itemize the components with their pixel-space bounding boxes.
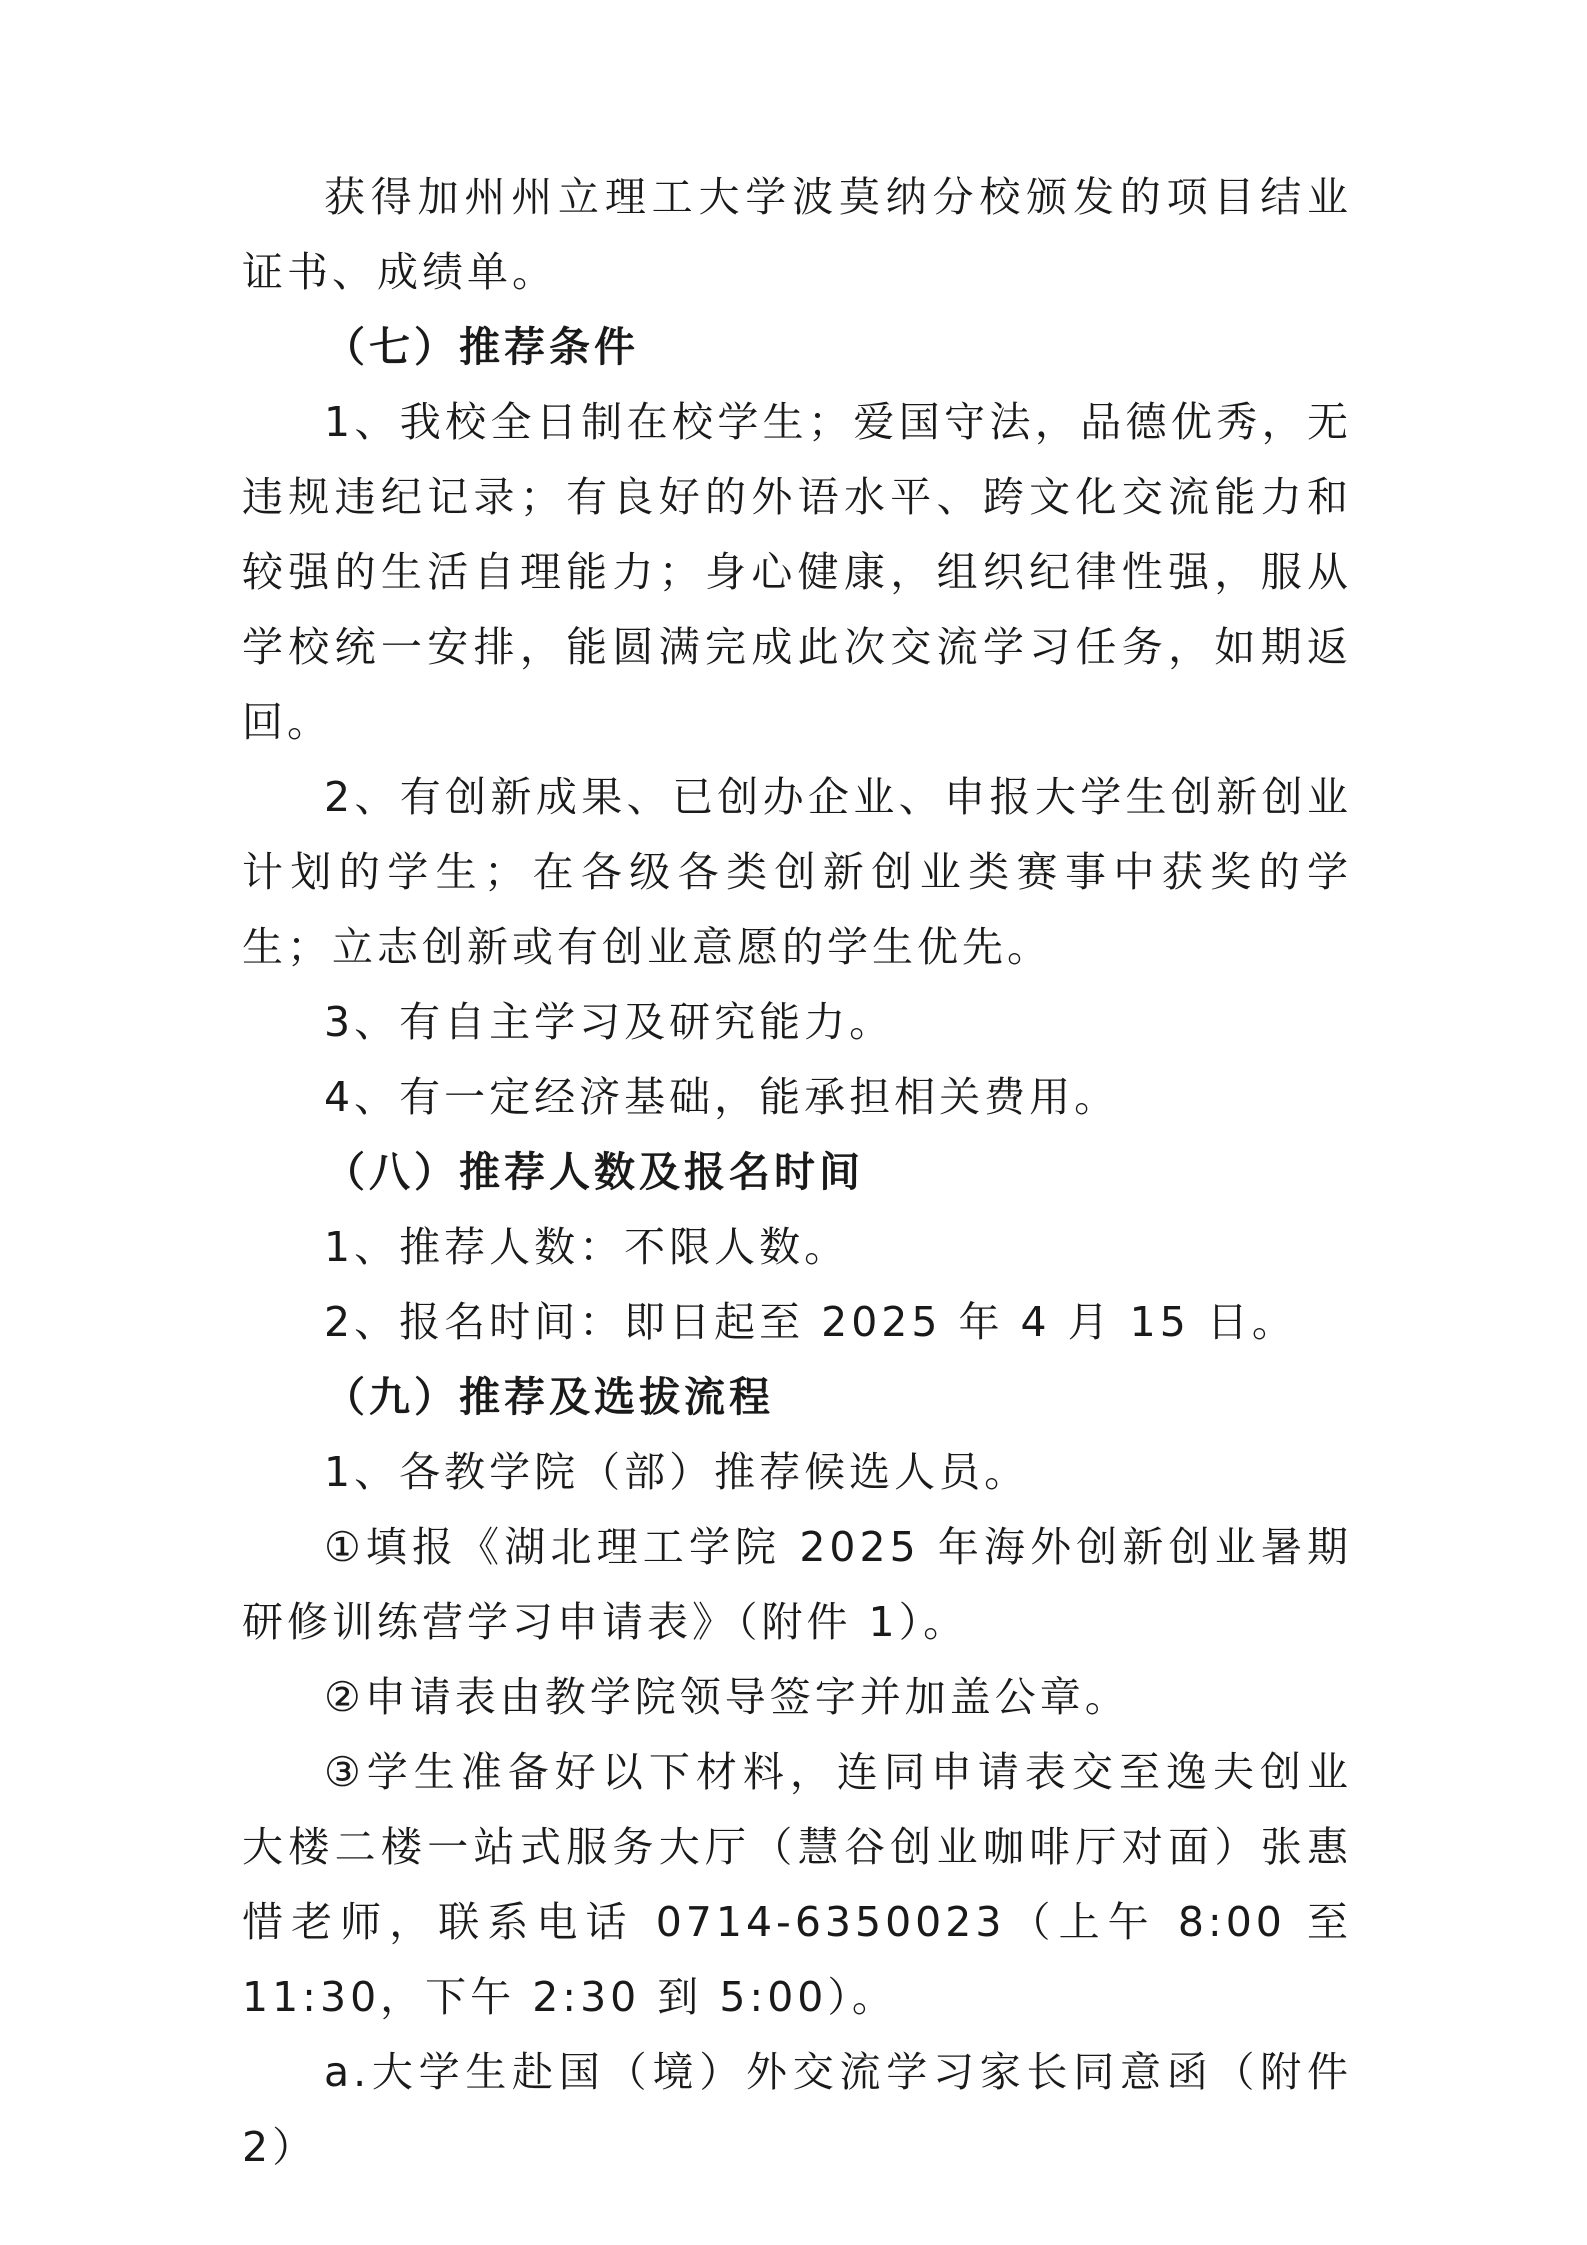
heading-quota-and-time: （八）推荐人数及报名时间 [324,1148,864,1196]
paragraph-certificate: 获得加州州立理工大学波莫纳分校颁发的项目结业证书、成绩单。 [242,173,1352,296]
paragraph-process-signature: ②申请表由教学院领导签字并加盖公章。 [324,1673,1130,1721]
paragraph-material-a: a.大学生赴国（境）外交流学习家长同意函（附件 2） [242,2048,1352,2171]
paragraph-condition-3: 3、有自主学习及研究能力。 [324,998,895,1046]
document-body [242,160,1352,2185]
heading-selection-process: （九）推荐及选拔流程 [324,1373,774,1421]
paragraph-condition-2: 2、有创新成果、已创办企业、申报大学生创新创业计划的学生；在各级各类创新创业类赛事中获奖的学生；立志创新或有创业意愿的学生优先。 [242,773,1352,971]
heading-recommendation-conditions: （七）推荐条件 [324,323,639,371]
paragraph-process-materials: ③学生准备好以下材料，连同申请表交至逸夫创业大楼二楼一站式服务大厅（慧谷创业咖啡厅对面）张惠惜老师，联系电话 0714-6350023（上午 8:00 至 11:30，下午 2:30 到 5:00）。 [242,1748,1352,2021]
paragraph-process-form: ①填报《湖北理工学院 2025 年海外创新创业暑期研修训练营学习申请表》（附件 1）。 [242,1523,1352,1646]
paragraph-process-1: 1、各教学院（部）推荐候选人员。 [324,1448,1030,1496]
paragraph-condition-1: 1、我校全日制在校学生；爱国守法，品德优秀，无违规违纪记录；有良好的外语水平、跨文化交流能力和较强的生活自理能力；身心健康，组织纪律性强，服从学校统一安排，能圆满完成此次交流学习任务，如期返回。 [242,398,1352,746]
paragraph-condition-4: 4、有一定经济基础，能承担相关费用。 [324,1073,1120,1121]
paragraph-registration-time: 2、报名时间：即日起至 2025 年 4 月 15 日。 [324,1298,1297,1346]
paragraph-quota: 1、推荐人数：不限人数。 [324,1223,850,1271]
